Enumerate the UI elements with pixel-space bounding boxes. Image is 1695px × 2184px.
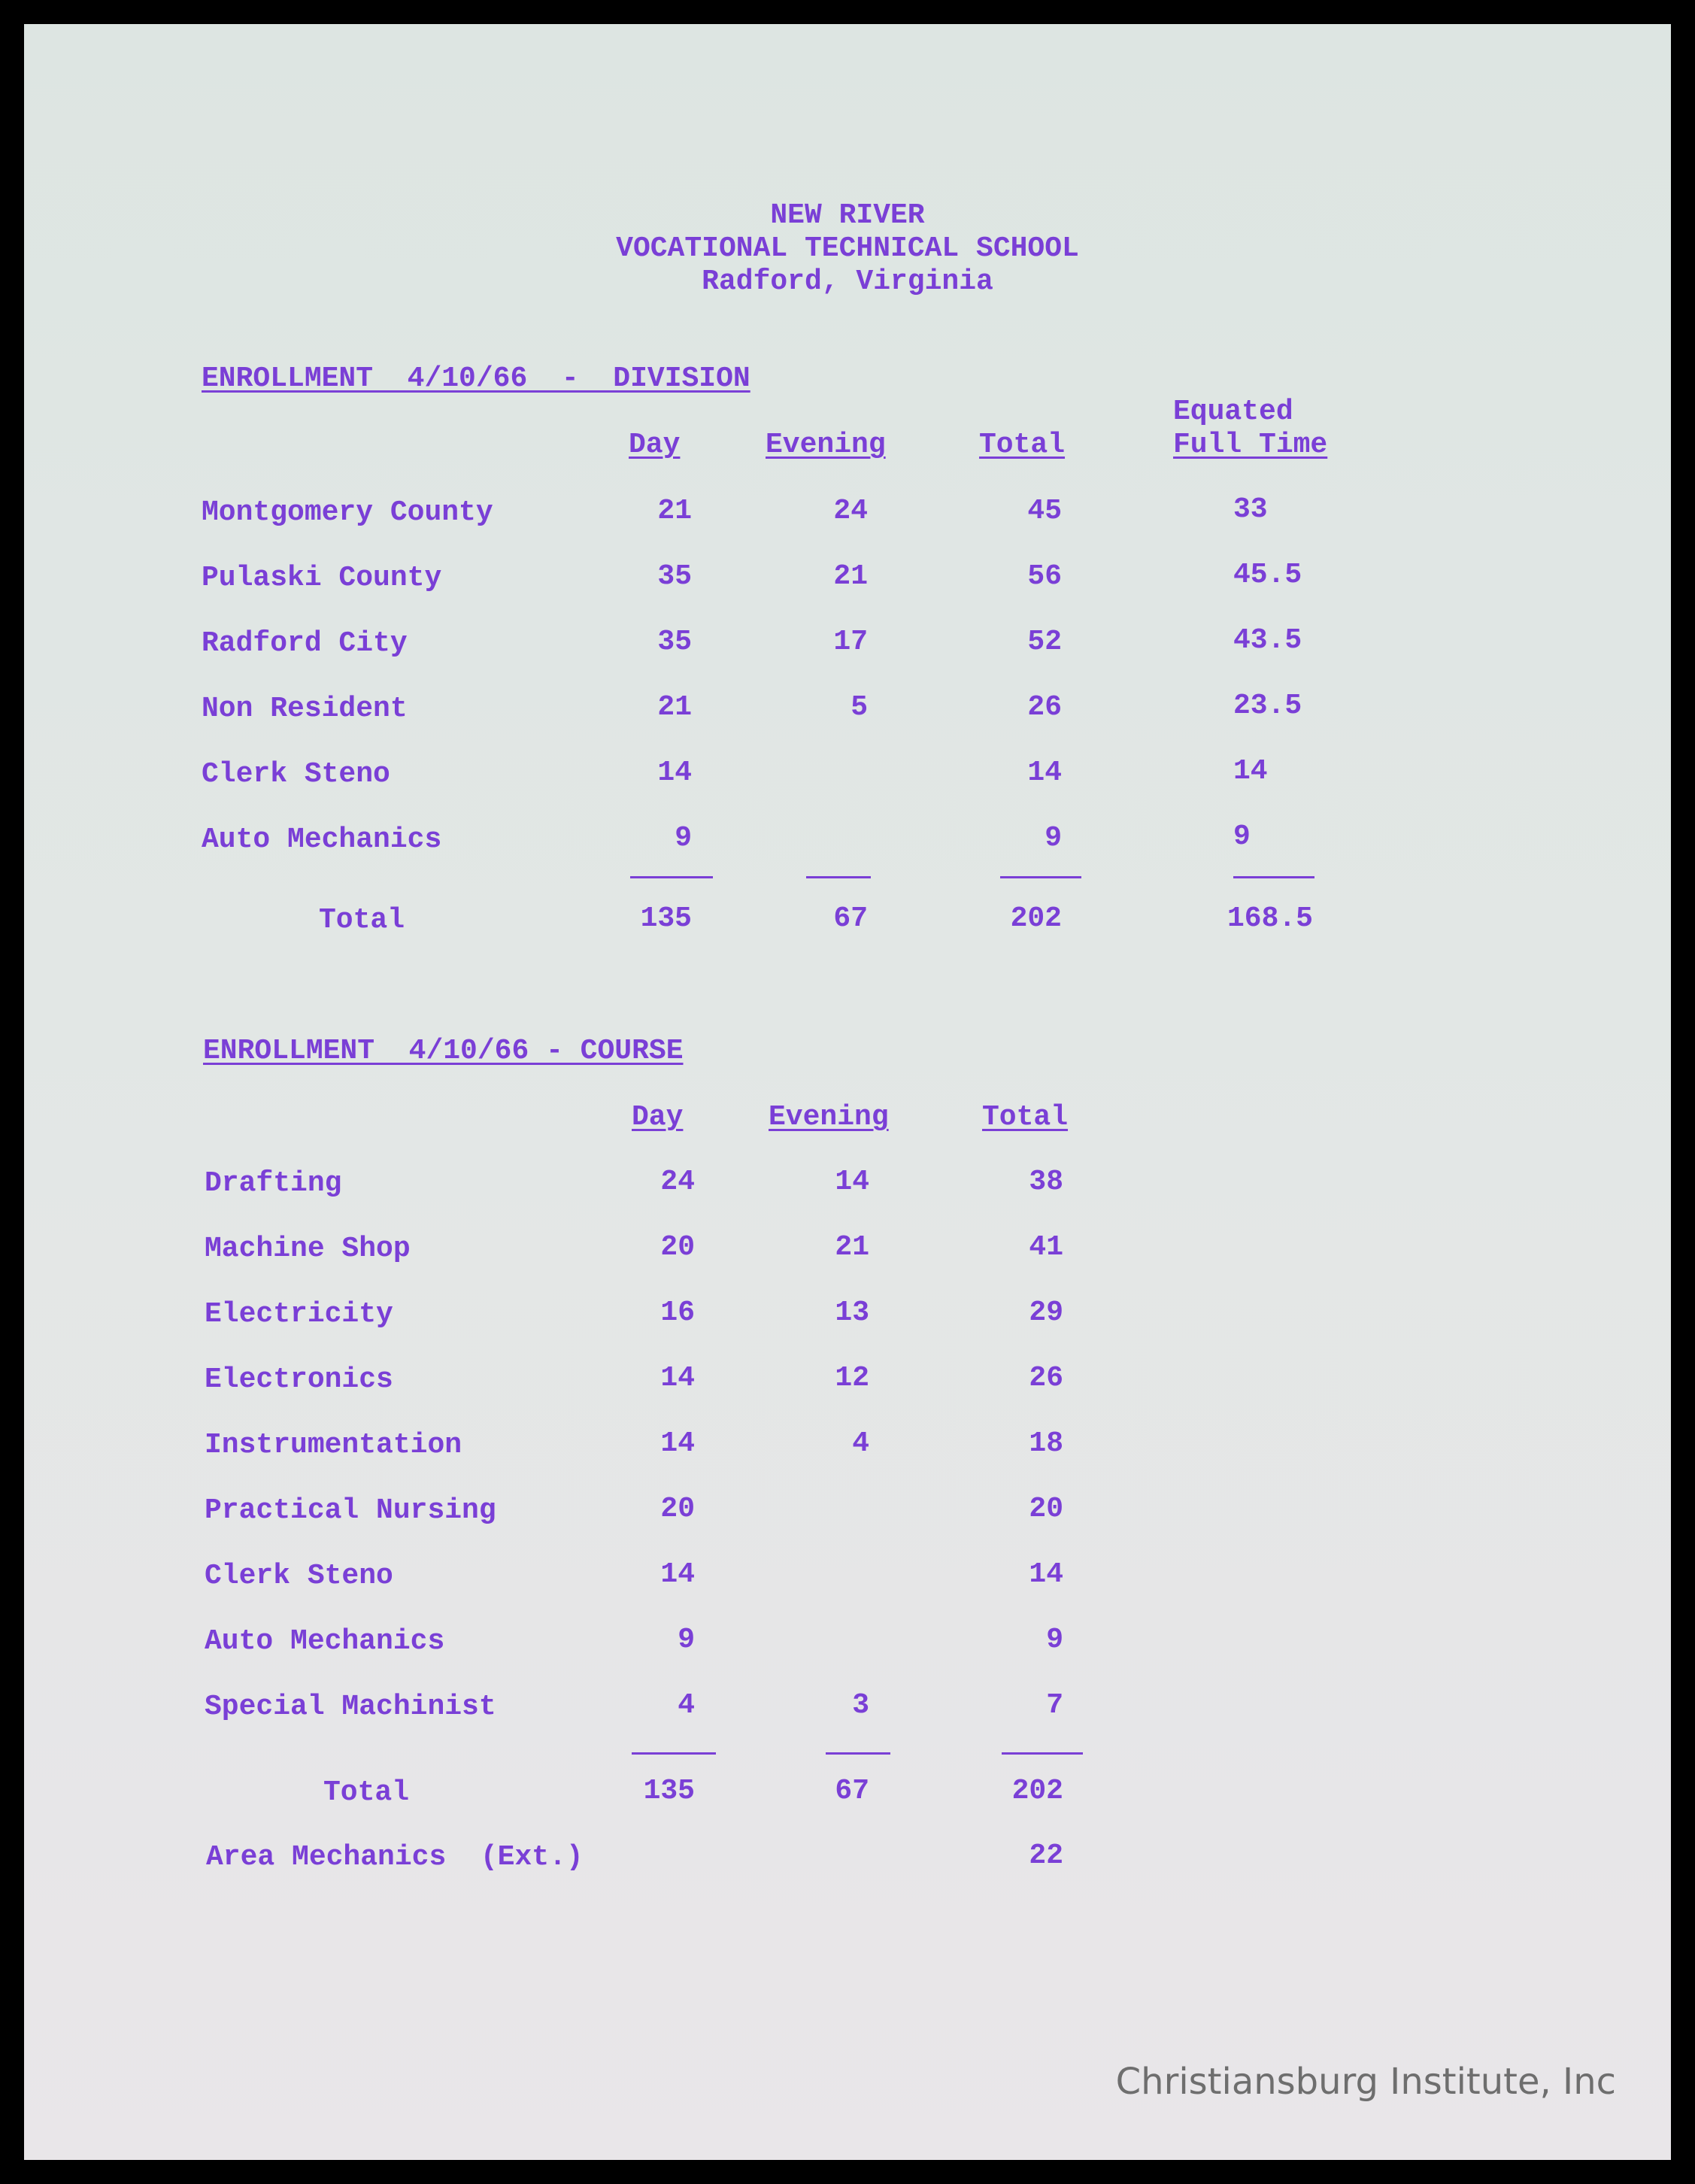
row-total: 26 <box>1027 691 1062 723</box>
row-total: 7 <box>1046 1689 1063 1721</box>
header-line-2: VOCATIONAL TECHNICAL SCHOOL <box>616 232 1079 265</box>
school-header <box>0 199 1695 299</box>
row-label: Drafting <box>205 1167 342 1200</box>
watermark-text: Christiansburg Institute, Inc <box>1115 2061 1616 2103</box>
row-total: 9 <box>1045 822 1062 854</box>
course-col-evening: Evening <box>769 1101 889 1133</box>
course-rule-day <box>632 1752 716 1755</box>
document-page <box>24 24 1671 2160</box>
course-total-total: 202 <box>1011 1775 1063 1807</box>
row-day: 35 <box>657 560 692 593</box>
row-total: 18 <box>1029 1427 1063 1460</box>
course-section-title: ENROLLMENT 4/10/66 - COURSE <box>203 1035 684 1067</box>
course-col-day: Day <box>632 1101 684 1133</box>
row-evening: 21 <box>835 1231 869 1263</box>
course-rule-total <box>1002 1752 1083 1755</box>
row-day: 16 <box>660 1297 695 1329</box>
row-eft: 45.5 <box>1233 559 1302 591</box>
row-total: 41 <box>1029 1231 1063 1263</box>
row-day: 14 <box>660 1558 695 1591</box>
row-day: 14 <box>657 757 692 789</box>
row-label: Auto Mechanics <box>202 824 442 856</box>
row-label: Instrumentation <box>205 1429 462 1461</box>
row-total: 52 <box>1027 626 1062 658</box>
row-day: 21 <box>657 691 692 723</box>
division-total-total: 202 <box>1010 902 1062 935</box>
course-rule-evening <box>826 1752 890 1755</box>
row-total: 9 <box>1046 1624 1063 1656</box>
division-col-evening: Evening <box>766 429 886 461</box>
division-col-eft-line2: Full Time <box>1173 429 1328 461</box>
division-rule-day <box>630 876 713 878</box>
row-eft: 9 <box>1233 821 1251 853</box>
row-label: Practical Nursing <box>205 1494 496 1527</box>
row-evening: 13 <box>835 1297 869 1329</box>
row-evening: 24 <box>833 495 868 527</box>
row-total: 14 <box>1029 1558 1063 1591</box>
row-label: Electronics <box>205 1363 393 1396</box>
course-total-evening: 67 <box>835 1775 869 1807</box>
row-total: 26 <box>1029 1362 1063 1394</box>
row-total: 14 <box>1027 757 1062 789</box>
row-day: 24 <box>660 1166 695 1198</box>
course-col-total: Total <box>982 1101 1069 1133</box>
row-eft: 33 <box>1233 493 1268 526</box>
row-total: 20 <box>1029 1493 1063 1525</box>
row-label: Auto Mechanics <box>205 1625 445 1658</box>
division-rule-total <box>1000 876 1081 878</box>
division-total-evening: 67 <box>833 902 868 935</box>
row-eft: 43.5 <box>1233 624 1302 657</box>
row-label: Radford City <box>202 627 408 660</box>
division-rule-eft <box>1233 876 1314 878</box>
row-eft: 23.5 <box>1233 690 1302 722</box>
row-evening: 14 <box>835 1166 869 1198</box>
row-total: 29 <box>1029 1297 1063 1329</box>
row-total: 56 <box>1027 560 1062 593</box>
course-ext-total: 22 <box>1029 1840 1063 1872</box>
course-total-label: Total <box>323 1776 410 1809</box>
row-evening: 12 <box>835 1362 869 1394</box>
row-day: 9 <box>678 1624 695 1656</box>
row-total: 38 <box>1029 1166 1063 1198</box>
row-label: Clerk Steno <box>202 758 390 790</box>
division-rule-evening <box>806 876 871 878</box>
row-eft: 14 <box>1233 755 1268 787</box>
row-day: 14 <box>660 1427 695 1460</box>
row-day: 20 <box>660 1231 695 1263</box>
row-label: Pulaski County <box>202 562 442 594</box>
row-day: 21 <box>657 495 692 527</box>
row-label: Clerk Steno <box>205 1560 393 1592</box>
division-total-day: 135 <box>640 902 692 935</box>
row-day: 20 <box>660 1493 695 1525</box>
row-evening: 4 <box>852 1427 869 1460</box>
row-evening: 21 <box>833 560 868 593</box>
division-section-title: ENROLLMENT 4/10/66 - DIVISION <box>202 362 750 395</box>
row-day: 9 <box>675 822 692 854</box>
row-evening: 3 <box>852 1689 869 1721</box>
header-line-3: Radford, Virginia <box>702 265 993 298</box>
row-evening: 5 <box>851 691 868 723</box>
header-line-1: NEW RIVER <box>770 199 925 232</box>
division-col-day: Day <box>629 429 681 461</box>
row-label: Special Machinist <box>205 1691 496 1723</box>
row-label: Montgomery County <box>202 496 493 529</box>
course-ext-label: Area Mechanics (Ext.) <box>206 1841 584 1873</box>
row-day: 4 <box>678 1689 695 1721</box>
row-label: Machine Shop <box>205 1233 411 1265</box>
row-total: 45 <box>1027 495 1062 527</box>
row-label: Non Resident <box>202 693 408 725</box>
division-total-label: Total <box>319 904 405 936</box>
division-col-total: Total <box>979 429 1066 461</box>
row-evening: 17 <box>833 626 868 658</box>
row-day: 35 <box>657 626 692 658</box>
division-col-eft-line1: Equated <box>1173 396 1293 428</box>
course-total-day: 135 <box>643 1775 695 1807</box>
row-label: Electricity <box>205 1298 393 1330</box>
row-day: 14 <box>660 1362 695 1394</box>
division-total-eft: 168.5 <box>1227 902 1313 935</box>
